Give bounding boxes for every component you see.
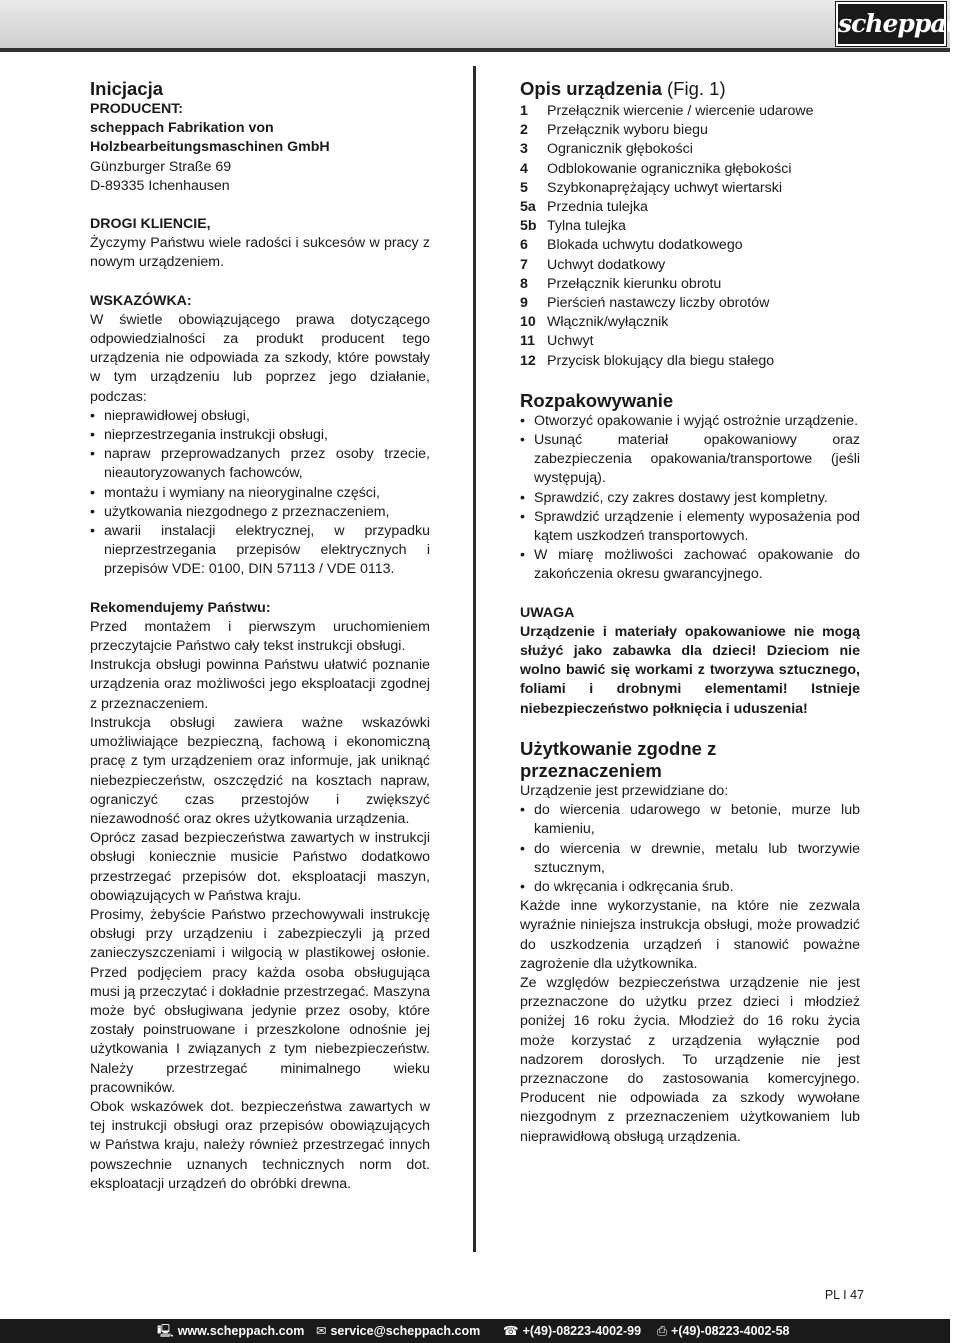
fax-text: +(49)-08223-4002-58	[671, 1324, 790, 1338]
column-divider	[473, 66, 476, 1252]
part-row	[520, 275, 860, 294]
part-number: 7	[520, 256, 528, 273]
part-row	[520, 217, 860, 236]
list-item: • nieprzestrzegania instrukcji obsługi,	[90, 426, 430, 445]
part-number: 8	[520, 275, 528, 292]
intended-use-intro: Urządzenie jest przewidziane do:	[520, 782, 729, 799]
part-row	[520, 352, 860, 371]
part-row	[520, 256, 860, 275]
part-number: 1	[520, 103, 528, 119]
device-description-title: Opis urządzenia	[520, 78, 662, 99]
footer-phone[interactable]	[503, 1319, 641, 1343]
page-number: PL I 47	[824, 1288, 864, 1302]
part-label: Odblokowanie ogranicznika głębokości	[547, 160, 792, 177]
list-item: • nieprawidłowej obsługi,	[90, 407, 430, 426]
part-row	[520, 198, 860, 217]
website-text: www.scheppach.com	[177, 1324, 305, 1338]
note-label: WSKAZÓWKA:	[90, 292, 192, 309]
part-number: 5a	[520, 199, 536, 216]
list-item: • Otworzyć opakowanie i wyjąć ostrożnie urządzenie.	[520, 412, 860, 431]
note-list	[90, 407, 430, 580]
list-item: • napraw przeprowadzanych przez osoby trzecie, nieautoryzowanych fachowców,	[90, 445, 430, 483]
part-label: Blokada uchwytu dodatkowego	[547, 237, 743, 254]
part-label: Uchwyt dodatkowy	[547, 256, 666, 273]
producer-name-line-1: scheppach Fabrikation von	[90, 120, 274, 137]
list-item: • do wiercenia w drewnie, metalu lub tworzywie sztucznym,	[520, 840, 860, 878]
list-item: • W miarę możliwości zachować opakowanie do zakończenia okresu gwarancyjnego.	[520, 546, 860, 584]
part-label: Przełącznik wyboru biegu	[547, 122, 708, 139]
part-number: 6	[520, 237, 528, 254]
list-item: • Usunąć materiał opakowaniowy oraz zabezpieczenia opakowania/transportowe (jeśli występują).	[520, 431, 860, 489]
part-number: 5	[520, 179, 528, 196]
list-item: • montażu i wymiany na nieoryginalne części,	[90, 484, 430, 503]
list-item: • do wkręcania i odkręcania śrub.	[520, 878, 860, 897]
recommend-label: Rekomendujemy Państwu:	[90, 599, 271, 616]
part-row	[520, 121, 860, 140]
phone-icon: ☎	[503, 1324, 519, 1338]
part-row	[520, 313, 860, 332]
recommend-paragraph: Oprócz zasad bezpieczeństwa zawartych w instrukcji obsługi koniecznie musicie Państwo dodatkowo przestrzegać przepisów dot. eksploatacji maszyn, obowiązujących w Państwa kraju.	[90, 830, 430, 904]
dear-customer-text: Życzymy Państwu wiele radości i sukcesów w pracy z nowym urządzeniem.	[90, 235, 430, 271]
part-label: Przycisk blokujący dla biegu stałego	[547, 352, 775, 369]
part-label: Uchwyt	[547, 333, 594, 350]
part-row	[520, 102, 860, 121]
warning-label: UWAGA	[520, 604, 575, 621]
part-label: Włącznik/wyłącznik	[547, 314, 669, 331]
contact-footer	[0, 1319, 950, 1343]
email-text: service@scheppach.com	[330, 1324, 481, 1338]
figure-reference: (Fig. 1)	[667, 78, 726, 99]
section-title-unpacking: Rozpakowywanie	[520, 389, 674, 411]
producer-label: PRODUCENT:	[90, 101, 184, 117]
unpacking-list	[520, 412, 860, 585]
header-band	[0, 0, 950, 52]
part-number: 9	[520, 295, 528, 312]
part-number: 3	[520, 141, 528, 158]
list-item: • do wiercenia udarowego w betonie, murze lub kamieniu,	[520, 801, 860, 839]
part-number: 11	[520, 333, 535, 350]
mail-icon: ✉	[316, 1324, 327, 1338]
scheppach-logo: scheppach	[836, 2, 946, 46]
fax-icon: ⎙	[657, 1324, 668, 1338]
part-label: Pierścień nastawczy liczby obrotów	[547, 295, 770, 312]
list-item: • Sprawdzić urządzenie i elementy wyposażenia pod kątem uszkodzeń transportowych.	[520, 508, 860, 546]
intended-use-paragraph: Każde inne wykorzystanie, na które nie zezwala wyraźnie niniejsza instrukcja obsługi, może prowadzić do uszkodzenia urządzeń i stanowić poważne zagrożenie dla użytkownika.	[520, 898, 860, 972]
recommend-paragraph: Przed montażem i pierwszym uruchomieniem przeczytajcie Państwo cały tekst instrukcji obsługi.	[90, 618, 430, 655]
part-number: 4	[520, 160, 528, 177]
section-title-device-description	[520, 78, 860, 100]
dear-customer-label: DROGI KLIENCIE,	[90, 216, 211, 233]
footer-web[interactable]	[157, 1319, 304, 1343]
producer-street: Günzburger Straße 69	[90, 158, 232, 175]
warning-text: Urządzenie i materiały opakowaniowe nie mogą służyć jako zabawka dla dzieci! Dzieciom nie wolno bawić się workami z tworzywa sztucznego, foliami i drobnymi elementami! Istnieje niebezpieczeństwo połknięcia i uduszenia!	[520, 623, 860, 717]
producer-name-line-2: Holzbearbeitungsmaschinen GmbH	[90, 139, 330, 156]
part-label: Tylna tulejka	[547, 218, 626, 235]
intended-use-paragraph: Ze względów bezpieczeństwa urządzenie nie jest przeznaczone do użytku przez dzieci i młodzież poniżej 16 roku życia. Młodzież do 16 roku życia może korzystać z urządzenia wyłącznie pod nadzorem dorosłych. To urządzenie nie jest przeznaczone do zastosowania komercyjnego. Producent nie odpowiada za szkody wywołane niezgodnym z przeznaczeniem użytkowaniem lub nieprawidłową obsługą urządzenia.	[520, 974, 860, 1145]
part-number: 10	[520, 314, 536, 331]
right-column	[520, 78, 860, 1147]
list-item: • Sprawdzić, czy zakres dostawy jest kompletny.	[520, 489, 860, 508]
part-label: Przełącznik wiercenie / wiercenie udarowe	[547, 103, 814, 119]
part-row	[520, 236, 860, 255]
recommend-paragraph: Obok wskazówek dot. bezpieczeństwa zawartych w tej instrukcji obsługi oraz przepisów obowiązujących w Państwa kraju, należy również przestrzegać innych powszechnie uznanych technicznych norm dot. eksploatacji urządzeń do obróbki drewna.	[90, 1098, 430, 1192]
part-row	[520, 179, 860, 198]
part-row	[520, 160, 860, 179]
footer-fax[interactable]	[657, 1319, 790, 1343]
parts-list	[520, 102, 860, 371]
footer-email[interactable]	[316, 1319, 480, 1343]
part-label: Ogranicznik głębokości	[547, 141, 693, 158]
list-item: • użytkowania niezgodnego z przeznaczeniem,	[90, 503, 430, 522]
list-item: • awarii instalacji elektrycznej, w przypadku nieprzestrzegania przepisów elektrycznych i przepisów VDE: 0100, DIN 57113 / VDE 0113.	[90, 522, 430, 580]
note-text: W świetle obowiązującego prawa dotyczącego odpowiedzialności za produkt producent tego urządzenia nie odpowiada za szkody, które powstały w tym urządzeniu lub poprzez jego działanie, podczas:	[90, 311, 430, 405]
intended-use-list	[520, 801, 860, 897]
recommend-paragraph: Instrukcja obsługi zawiera ważne wskazówki umożliwiające bezpieczną, fachową i ekonomiczną pracę z tym urządzeniem oraz informuje, jak uniknąć niebezpieczeństw, oszczędzić na kosztach napraw, ograniczyć czas przestojów i zwiększyć niezawodność oraz okres użytkowania urządzenia.	[90, 714, 430, 827]
recommend-paragraph: Instrukcja obsługi powinna Państwu ułatwić poznanie urządzenia oraz możliwości jego eksploatacji zgodnej z przeznaczeniem.	[90, 657, 430, 712]
part-row	[520, 294, 860, 313]
phone-text: +(49)-08223-4002-99	[522, 1324, 642, 1338]
recommend-paragraph: Prosimy, żebyście Państwo przechowywali instrukcję obsługi przy urządzeniu i zabezpieczyli ją przed zanieczyszczeniami i wilgocią w plastikowej osłonie. Przed podjęciem pracy każda osoba obsługująca musi ją przeczytać i dokładnie przestrzegać. Maszyna może być obsługiwana jedynie przez osoby, które zostały poinstruowane i przeszkolone odnośnie jej użytkowania I związanych z tym niebezpieczeństw. Należy przestrzegać minimalnego wieku pracowników.	[90, 906, 430, 1096]
computer-icon: 🖳	[157, 1324, 174, 1338]
part-label: Szybkonaprężający uchwyt wiertarski	[547, 179, 782, 196]
section-title-initiation: Inicjacja	[90, 78, 164, 99]
part-row	[520, 332, 860, 351]
part-label: Przełącznik kierunku obrotu	[547, 275, 722, 292]
section-title-intended-use: Użytkowanie zgodne z przeznaczeniem	[520, 737, 717, 781]
part-row	[520, 140, 860, 159]
part-number: 2	[520, 122, 528, 139]
part-label: Przednia tulejka	[547, 199, 648, 216]
part-number: 12	[520, 352, 536, 369]
left-column	[90, 78, 430, 1194]
part-number: 5b	[520, 218, 537, 235]
producer-city: D-89335 Ichenhausen	[90, 177, 230, 194]
